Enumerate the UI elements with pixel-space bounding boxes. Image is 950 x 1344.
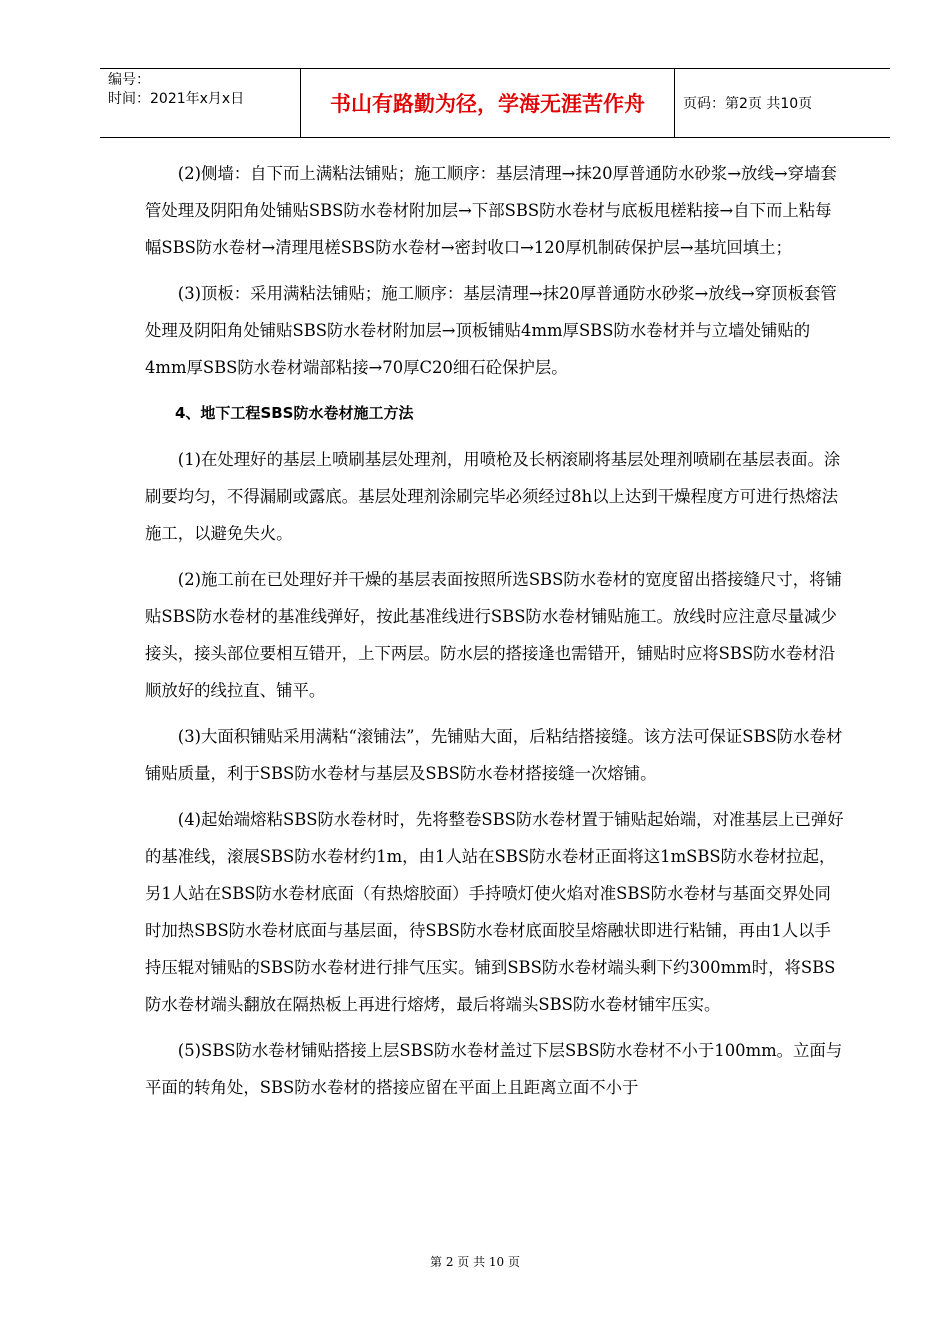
document-body	[145, 155, 845, 1115]
header-meta	[100, 69, 301, 137]
header-page-info: 页码：第2页 共10页	[683, 96, 813, 112]
document-number-label: 编号：	[108, 72, 150, 88]
paragraph-step-4: (4)起始端熔粘SBS防水卷材时，先将整卷SBS防水卷材置于铺贴起始端，对准基层上已弹好的基准线，滚展SBS防水卷材约1m，由1人站在SBS防水卷材正面将这1mSBS防水卷材拉起，另1人站在SBS防水卷材底面（有热熔胶面）手持喷灯使火焰对准SBS防水卷材与基面交界处同时加热SBS防水卷材底面与基层面，待SBS防水卷材底面胶呈熔融状即进行粘铺，再由1人以手持压辊对铺贴的SBS防水卷材进行排气压实。铺到SBS防水卷材端头剩下约300mm时，将SBS防水卷材端头翻放在隔热板上再进行熔烤，最后将端头SBS防水卷材铺牢压实。	[145, 810, 844, 1014]
page-header	[100, 68, 890, 138]
document-time: 时间：2021年x月x日	[108, 91, 245, 107]
page-footer: 第 2 页 共 10 页	[430, 1255, 520, 1269]
paragraph-step-3: (3)大面积铺贴采用满粘“滚铺法”，先铺贴大面，后粘结搭接缝。该方法可保证SBS防水卷材铺贴质量，利于SBS防水卷材与基层及SBS防水卷材搭接缝一次熔铺。	[145, 727, 843, 783]
section-heading: 4、地下工程SBS防水卷材施工方法	[175, 404, 414, 422]
paragraph-roof-slab: (3)顶板：采用满粘法铺贴；施工顺序：基层清理→抹20厚普通防水砂浆→放线→穿顶板套管处理及阴阳角处铺贴SBS防水卷材附加层→顶板铺贴4mm厚SBS防水卷材并与立墙处铺贴的4mm厚SBS防水卷材端部粘接→70厚C20细石砼保护层。	[145, 284, 837, 377]
header-motto: 书山有路勤为径，学海无涯苦作舟	[301, 69, 675, 137]
paragraph-side-wall: (2)侧墙：自下而上满粘法铺贴；施工顺序：基层清理→抹20厚普通防水砂浆→放线→穿墙套管处理及阴阳角处铺贴SBS防水卷材附加层→下部SBS防水卷材与底板甩槎粘接→自下而上粘每幅SBS防水卷材→清理甩槎SBS防水卷材→密封收口→120厚机制砖保护层→基坑回填土；	[145, 164, 837, 257]
paragraph-step-5: (5)SBS防水卷材铺贴搭接上层SBS防水卷材盖过下层SBS防水卷材不小于100mm。立面与平面的转角处，SBS防水卷材的搭接应留在平面上且距离立面不小于	[145, 1041, 843, 1097]
paragraph-step-1: (1)在处理好的基层上喷刷基层处理剂，用喷枪及长柄滚刷将基层处理剂喷刷在基层表面。涂刷要均匀，不得漏刷或露底。基层处理剂涂刷完毕必须经过8h以上达到干燥程度方可进行热熔法施工，以避免失火。	[145, 450, 841, 543]
paragraph-step-2: (2)施工前在已处理好并干燥的基层表面按照所选SBS防水卷材的宽度留出搭接缝尺寸，将铺贴SBS防水卷材的基准线弹好，按此基准线进行SBS防水卷材铺贴施工。放线时应注意尽量减少接头，接头部位要相互错开，上下两层。防水层的搭接逢也需错开，铺贴时应将SBS防水卷材沿顺放好的线拉直、铺平。	[145, 570, 842, 700]
